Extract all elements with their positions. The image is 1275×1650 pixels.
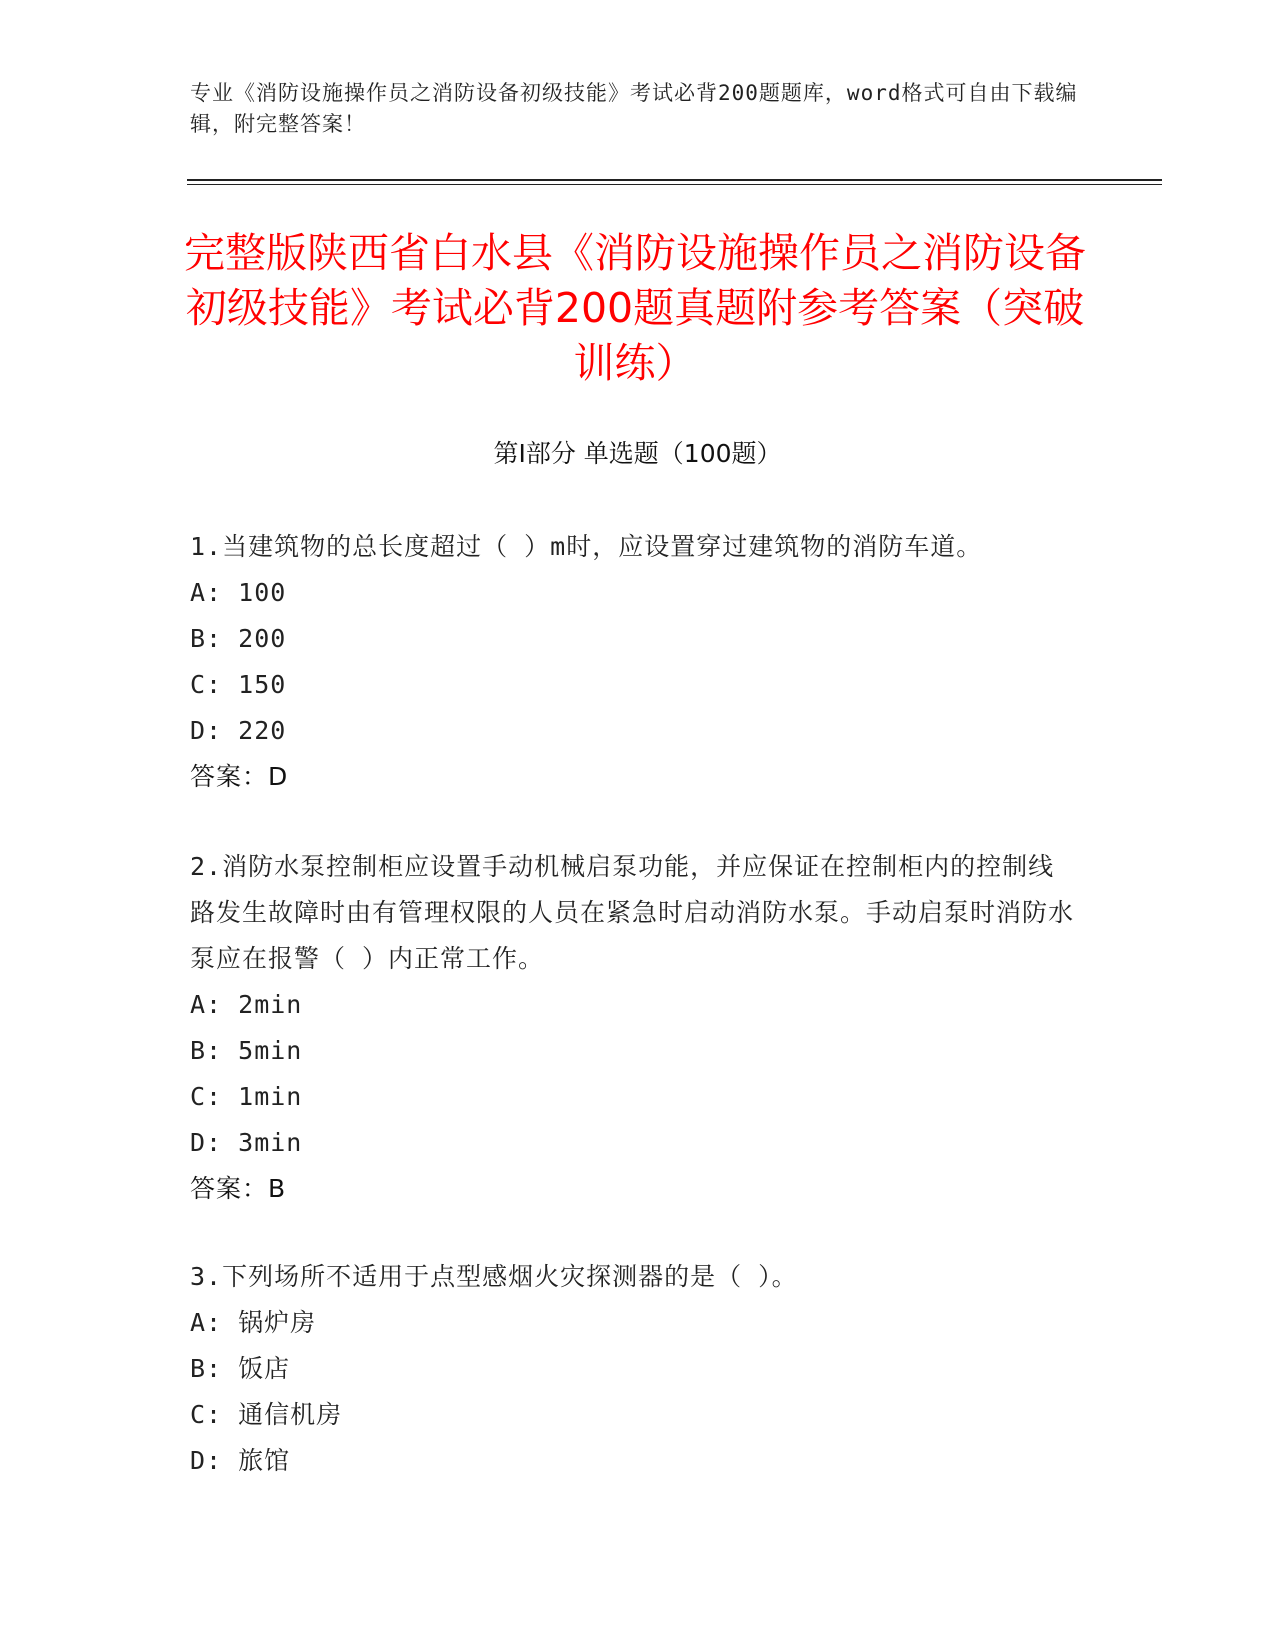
option-a: A: 100	[190, 578, 287, 607]
option-c: C: 1min	[190, 1082, 303, 1111]
option-c: C: 通信机房	[190, 1400, 343, 1429]
header-rule-thick	[187, 179, 1162, 181]
question-item	[190, 1254, 1080, 1484]
option-d: D: 220	[190, 716, 287, 745]
option-b: B: 200	[190, 624, 287, 653]
answer-line: 答案：D	[190, 762, 289, 791]
question-stem: 3.下列场所不适用于点型感烟火灾探测器的是（ ）。	[190, 1262, 798, 1291]
header-rule-thin	[187, 184, 1162, 185]
option-a: A: 2min	[190, 990, 303, 1019]
option-b: B: 5min	[190, 1036, 303, 1065]
header-note: 专业《消防设施操作员之消防设备初级技能》考试必背200题题库，word格式可自由下载编辑，附完整答案！	[190, 81, 1078, 136]
option-c: C: 150	[190, 670, 287, 699]
document-title: 完整版陕西省白水县《消防设施操作员之消防设备初级技能》考试必背200题真题附参考答案（突破训练）	[184, 229, 1086, 387]
question-item	[190, 844, 1080, 1212]
option-a: A: 锅炉房	[190, 1308, 317, 1337]
question-stem: 1.当建筑物的总长度超过（ ）m时，应设置穿过建筑物的消防车道。	[190, 532, 983, 561]
option-b: B: 饭店	[190, 1354, 291, 1383]
question-stem: 2.消防水泵控制柜应设置手动机械启泵功能，并应保证在控制柜内的控制线路发生故障时由有管理权限的人员在紧急时启动消防水泵。手动启泵时消防水泵应在报警（ ）内正常工作。	[190, 852, 1075, 973]
question-item	[190, 524, 1080, 800]
answer-line: 答案：B	[190, 1174, 287, 1203]
section-heading: 第I部分 单选题（100题）	[493, 439, 782, 468]
option-d: D: 旅馆	[190, 1446, 291, 1475]
option-d: D: 3min	[190, 1128, 303, 1157]
